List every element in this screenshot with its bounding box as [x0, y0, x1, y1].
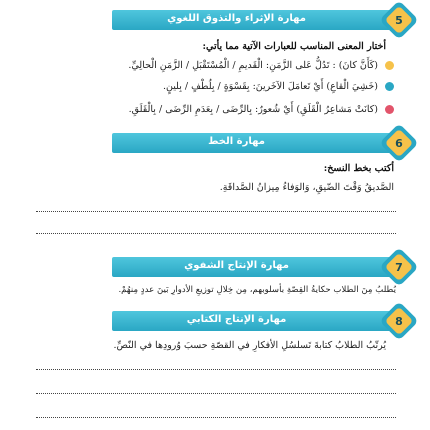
item-2-bullet-icon — [385, 82, 394, 91]
writing-line-4[interactable] — [36, 393, 396, 394]
section-8-title: مهارة الإنتاج الكتابي — [186, 314, 287, 325]
section-6-number: 6 — [395, 136, 403, 150]
section-5-item-3 — [129, 104, 394, 115]
section-5-item-1 — [128, 60, 394, 71]
section-5-number-badge — [379, 0, 419, 40]
section-6-title: مهارة الخط — [208, 136, 265, 147]
writing-line-5[interactable] — [36, 417, 396, 418]
item-1-text: (كَأَنَّ كانَ) : تَدُلُّ عَلى الزَّمَنِ: الْقَديمِ / الْمُسْتَقْبَلِ / الزَّمَنِ الْحالِيِّ. — [128, 60, 378, 71]
section-6-header — [112, 133, 403, 153]
section-8-number: 8 — [395, 314, 403, 328]
section-5-header — [112, 10, 403, 30]
section-6-sample-sentence: الصَّديقُ وَقْتَ الضّيقِ، وَالوَفاءُ مِيزانُ الصَّداقَةِ. — [219, 182, 394, 193]
writing-line-2[interactable] — [36, 233, 396, 234]
section-8-header — [112, 311, 403, 331]
section-7-title: مهارة الإنتاج الشفوي — [184, 260, 289, 271]
item-1-bullet-icon — [385, 61, 394, 70]
section-6-number-badge — [379, 123, 419, 163]
section-5-title: مهارة الإثراء والتذوق اللغوي — [167, 13, 306, 24]
writing-line-1[interactable] — [36, 211, 396, 212]
section-8-number-badge — [379, 301, 419, 341]
section-6-instruction: أكتب بخط النسخ: — [323, 163, 394, 174]
item-3-text: (كانَتْ مَشاعِرُ الْقَلَقِ) أَيْ شُعورٌ: بِالرِّضَى / بِعَدَمِ الرِّضَى / بِالْقَلَقِ. — [128, 104, 378, 115]
section-8-instruction: يُرتّبُ الطلابُ كتابةَ تَسلسُلِ الأفكارِ في القصّةِ حسبَ وُرودِها في النّصِّ. — [113, 340, 386, 351]
section-5-instruction: أختار المعنى المناسب للعبارات الآتية مما يأتي: — [202, 41, 386, 52]
section-7-instruction: يُطلبُ مِنَ الطلاب حكايةُ القِصّةِ بأسلوبهم، مِن خِلالِ توزيعِ الأدوارِ بَينَ عددٍ مِنهُمْ. — [118, 285, 396, 295]
section-5-item-2 — [163, 81, 394, 92]
section-7-number-badge — [379, 247, 419, 287]
section-5-number: 5 — [395, 13, 403, 27]
item-2-text: (خَشِيَ الْقاعِ) أَيْ تَعامَلَ الآخَرينَ: بِقَسْوَةٍ / بِلُطْفٍ / بِلينٍ. — [162, 81, 378, 92]
item-3-bullet-icon — [385, 105, 394, 114]
writing-line-3[interactable] — [36, 369, 396, 370]
section-7-number: 7 — [395, 260, 403, 274]
section-7-header — [112, 257, 403, 277]
